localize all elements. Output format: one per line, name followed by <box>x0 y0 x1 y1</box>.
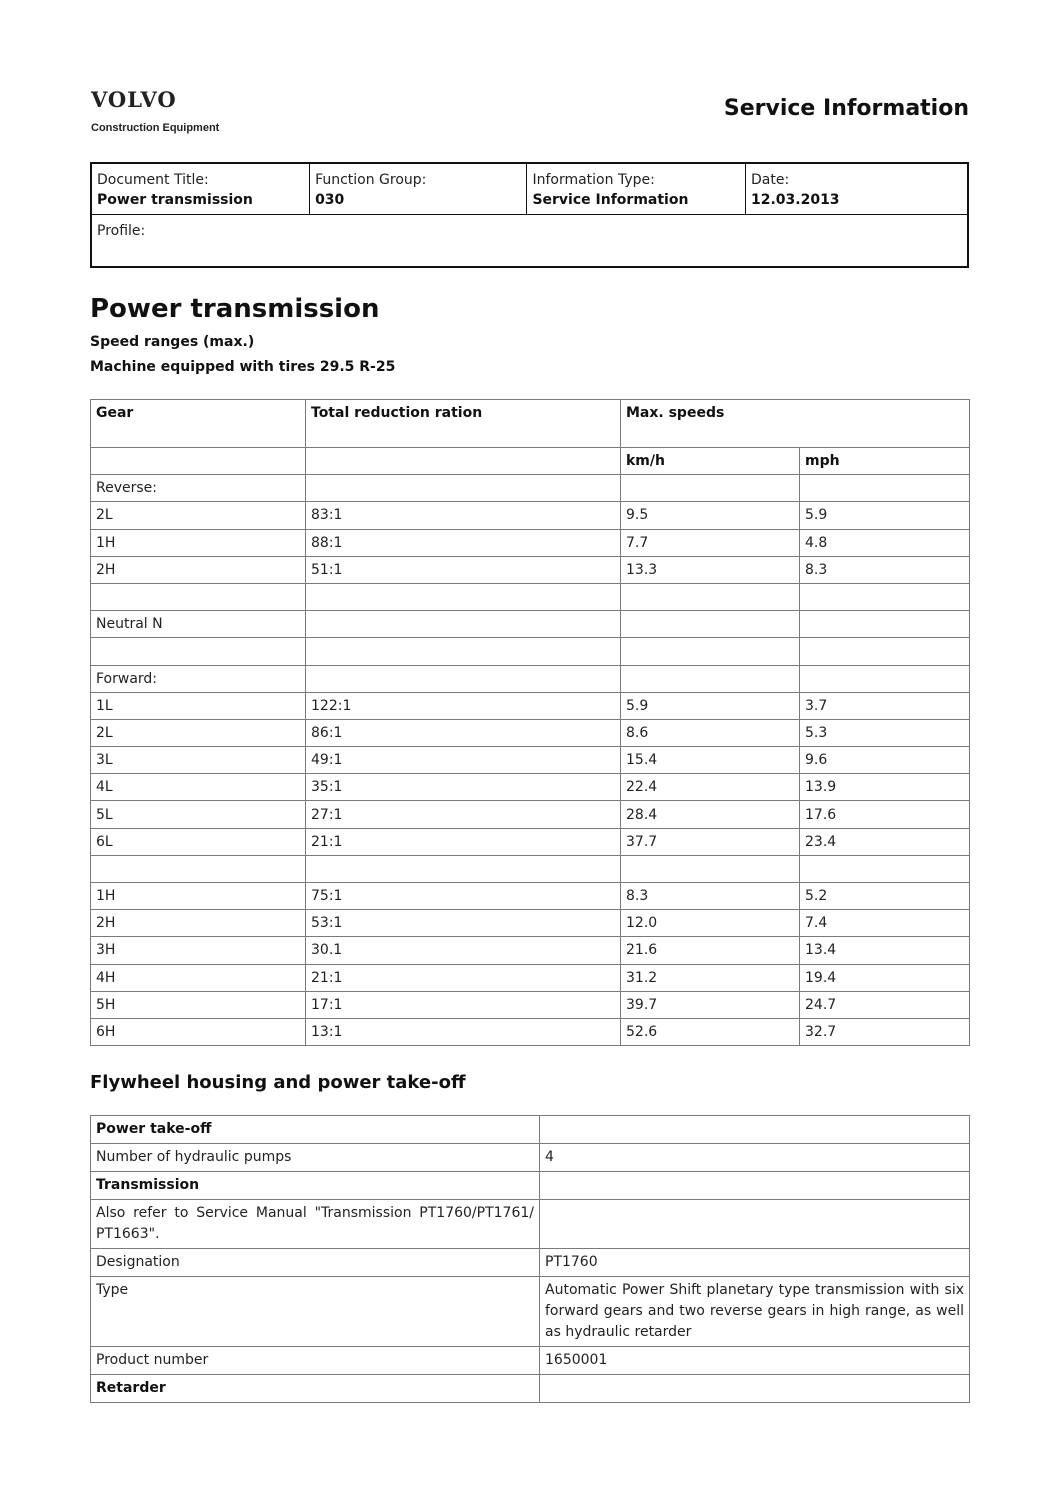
mph-cell: 3.7 <box>800 692 970 719</box>
gear-cell: 6H <box>91 1018 306 1045</box>
mph-cell <box>800 583 970 610</box>
ratio-cell: 75:1 <box>306 883 621 910</box>
date-cell <box>745 163 968 215</box>
table-cell <box>540 1375 970 1403</box>
ratio-cell: 86:1 <box>306 719 621 746</box>
table-row <box>91 828 970 855</box>
table-row <box>91 638 970 665</box>
kmh-cell: 9.5 <box>621 502 800 529</box>
ratio-cell <box>306 665 621 692</box>
table-row <box>91 719 970 746</box>
ratio-cell <box>306 583 621 610</box>
brand-division: Construction Equipment <box>91 122 220 134</box>
mph-cell: 8.3 <box>800 556 970 583</box>
profile-cell <box>91 215 968 267</box>
kmh-cell: 5.9 <box>621 692 800 719</box>
kmh-cell <box>621 475 800 502</box>
function-group-value: 030 <box>315 192 345 208</box>
type-label: Type <box>91 1277 540 1347</box>
kmh-cell <box>621 611 800 638</box>
gear-cell: 6L <box>91 828 306 855</box>
table-row <box>91 1249 970 1277</box>
document-title-cell <box>91 163 310 215</box>
ratio-cell: 53:1 <box>306 910 621 937</box>
tires-subheading: Machine equipped with tires 29.5 R-25 <box>90 359 396 375</box>
speed-ranges-subheading: Speed ranges (max.) <box>90 334 255 350</box>
pumps-value: 4 <box>540 1144 970 1172</box>
table-row <box>91 964 970 991</box>
profile-label: Profile: <box>97 223 146 239</box>
brand-name: VOLVO <box>91 87 177 112</box>
gear-cell: Neutral N <box>91 611 306 638</box>
gear-cell: Reverse: <box>91 475 306 502</box>
header-title: Service Information <box>723 96 969 121</box>
table-row <box>91 855 970 882</box>
product-number-value: 1650001 <box>540 1347 970 1375</box>
kmh-cell <box>621 855 800 882</box>
mph-cell: 17.6 <box>800 801 970 828</box>
kmh-cell: 31.2 <box>621 964 800 991</box>
table-row <box>91 475 970 502</box>
type-value: Automatic Power Shift planetary type transmission with six forward gears and two reverse gears in high range, as well as hydraulic retarder <box>540 1277 970 1347</box>
ratio-cell: 51:1 <box>306 556 621 583</box>
date-label: Date: <box>750 172 790 188</box>
information-type-cell <box>527 163 746 215</box>
document-meta-table <box>90 162 969 268</box>
table-row <box>91 1018 970 1045</box>
table-cell <box>91 448 306 475</box>
service-manual-reference: Also refer to Service Manual "Transmission PT1760/PT1761/ PT1663". <box>91 1200 540 1249</box>
mph-cell: 5.3 <box>800 719 970 746</box>
ratio-cell: 21:1 <box>306 964 621 991</box>
ratio-cell: 30.1 <box>306 937 621 964</box>
flywheel-section-heading: Flywheel housing and power take-off <box>90 1072 466 1093</box>
table-row <box>91 801 970 828</box>
mph-cell: 5.9 <box>800 502 970 529</box>
power-takeoff-table <box>90 1115 970 1403</box>
mph-cell: 4.8 <box>800 529 970 556</box>
table-row <box>91 1116 970 1144</box>
kmh-cell: 12.0 <box>621 910 800 937</box>
ratio-cell: 35:1 <box>306 774 621 801</box>
page-heading: Power transmission <box>90 294 380 324</box>
mph-cell: 7.4 <box>800 910 970 937</box>
mph-cell: 19.4 <box>800 964 970 991</box>
document-title-label: Document Title: <box>97 172 209 188</box>
table-cell <box>540 1172 970 1200</box>
kmh-cell <box>621 583 800 610</box>
mph-cell <box>800 665 970 692</box>
gear-cell <box>91 638 306 665</box>
mph-cell: 13.9 <box>800 774 970 801</box>
gear-cell <box>91 855 306 882</box>
gear-table-body <box>91 475 970 1046</box>
table-cell <box>306 448 621 475</box>
kmh-cell: 21.6 <box>621 937 800 964</box>
ratio-cell <box>306 638 621 665</box>
function-group-label: Function Group: <box>315 172 427 188</box>
designation-label: Designation <box>91 1249 540 1277</box>
gear-cell: 5L <box>91 801 306 828</box>
gear-cell: 1H <box>91 883 306 910</box>
gear-cell: 2L <box>91 719 306 746</box>
unit-kmh: km/h <box>621 448 800 475</box>
mph-cell: 5.2 <box>800 883 970 910</box>
gear-table-header-row <box>91 400 970 448</box>
table-row <box>91 1277 970 1347</box>
gear-table-unit-row <box>91 448 970 475</box>
mph-cell <box>800 611 970 638</box>
table-cell <box>540 1200 970 1249</box>
table-row <box>91 1200 970 1249</box>
kmh-cell: 52.6 <box>621 1018 800 1045</box>
table-row <box>91 665 970 692</box>
information-type-value: Service Information <box>532 192 689 208</box>
table-row <box>91 583 970 610</box>
gear-cell: Forward: <box>91 665 306 692</box>
ratio-cell <box>306 475 621 502</box>
date-value: 12.03.2013 <box>750 192 840 208</box>
pumps-label: Number of hydraulic pumps <box>91 1144 540 1172</box>
mph-cell: 23.4 <box>800 828 970 855</box>
gear-cell: 2H <box>91 910 306 937</box>
kmh-cell: 8.3 <box>621 883 800 910</box>
table-cell <box>540 1116 970 1144</box>
retarder-heading: Retarder <box>91 1375 540 1403</box>
ratio-cell: 49:1 <box>306 747 621 774</box>
kmh-cell: 13.3 <box>621 556 800 583</box>
gear-cell: 2L <box>91 502 306 529</box>
table-row <box>91 1144 970 1172</box>
mph-cell: 9.6 <box>800 747 970 774</box>
table-row <box>91 529 970 556</box>
volvo-logo <box>91 88 231 134</box>
ratio-cell: 21:1 <box>306 828 621 855</box>
col-header-gear: Gear <box>91 400 306 448</box>
table-row <box>91 611 970 638</box>
mph-cell: 24.7 <box>800 991 970 1018</box>
mph-cell <box>800 855 970 882</box>
product-number-label: Product number <box>91 1347 540 1375</box>
gear-cell: 3L <box>91 747 306 774</box>
gear-cell: 4H <box>91 964 306 991</box>
table-row <box>91 747 970 774</box>
gear-cell: 4L <box>91 774 306 801</box>
gear-cell <box>91 583 306 610</box>
table-row <box>91 937 970 964</box>
table-row <box>91 502 970 529</box>
kmh-cell: 7.7 <box>621 529 800 556</box>
designation-value: PT1760 <box>540 1249 970 1277</box>
mph-cell <box>800 475 970 502</box>
gear-speed-table <box>90 399 970 1046</box>
col-header-max-speeds: Max. speeds <box>621 400 970 448</box>
information-type-label: Information Type: <box>532 172 655 188</box>
mph-cell: 32.7 <box>800 1018 970 1045</box>
gear-cell: 3H <box>91 937 306 964</box>
unit-mph: mph <box>800 448 970 475</box>
table-row <box>91 1375 970 1403</box>
transmission-heading: Transmission <box>91 1172 540 1200</box>
col-header-ratio: Total reduction ration <box>306 400 621 448</box>
kmh-cell: 15.4 <box>621 747 800 774</box>
gear-cell: 1L <box>91 692 306 719</box>
ratio-cell: 88:1 <box>306 529 621 556</box>
ratio-cell: 83:1 <box>306 502 621 529</box>
kmh-cell: 37.7 <box>621 828 800 855</box>
table-row <box>91 910 970 937</box>
ratio-cell: 122:1 <box>306 692 621 719</box>
table-row <box>91 1347 970 1375</box>
ratio-cell: 27:1 <box>306 801 621 828</box>
power-takeoff-heading: Power take-off <box>91 1116 540 1144</box>
gear-cell: 2H <box>91 556 306 583</box>
kmh-cell: 39.7 <box>621 991 800 1018</box>
table-row <box>91 774 970 801</box>
table-row <box>91 1172 970 1200</box>
kmh-cell: 22.4 <box>621 774 800 801</box>
ratio-cell: 17:1 <box>306 991 621 1018</box>
gear-cell: 5H <box>91 991 306 1018</box>
gear-cell: 1H <box>91 529 306 556</box>
mph-cell <box>800 638 970 665</box>
kmh-cell <box>621 665 800 692</box>
ratio-cell: 13:1 <box>306 1018 621 1045</box>
document-title-value: Power transmission <box>97 192 253 208</box>
kmh-cell: 28.4 <box>621 801 800 828</box>
table-row <box>91 556 970 583</box>
table-row <box>91 692 970 719</box>
ratio-cell <box>306 611 621 638</box>
table-row <box>91 991 970 1018</box>
mph-cell: 13.4 <box>800 937 970 964</box>
function-group-cell <box>310 163 527 215</box>
kmh-cell: 8.6 <box>621 719 800 746</box>
kmh-cell <box>621 638 800 665</box>
table-row <box>91 883 970 910</box>
ratio-cell <box>306 855 621 882</box>
